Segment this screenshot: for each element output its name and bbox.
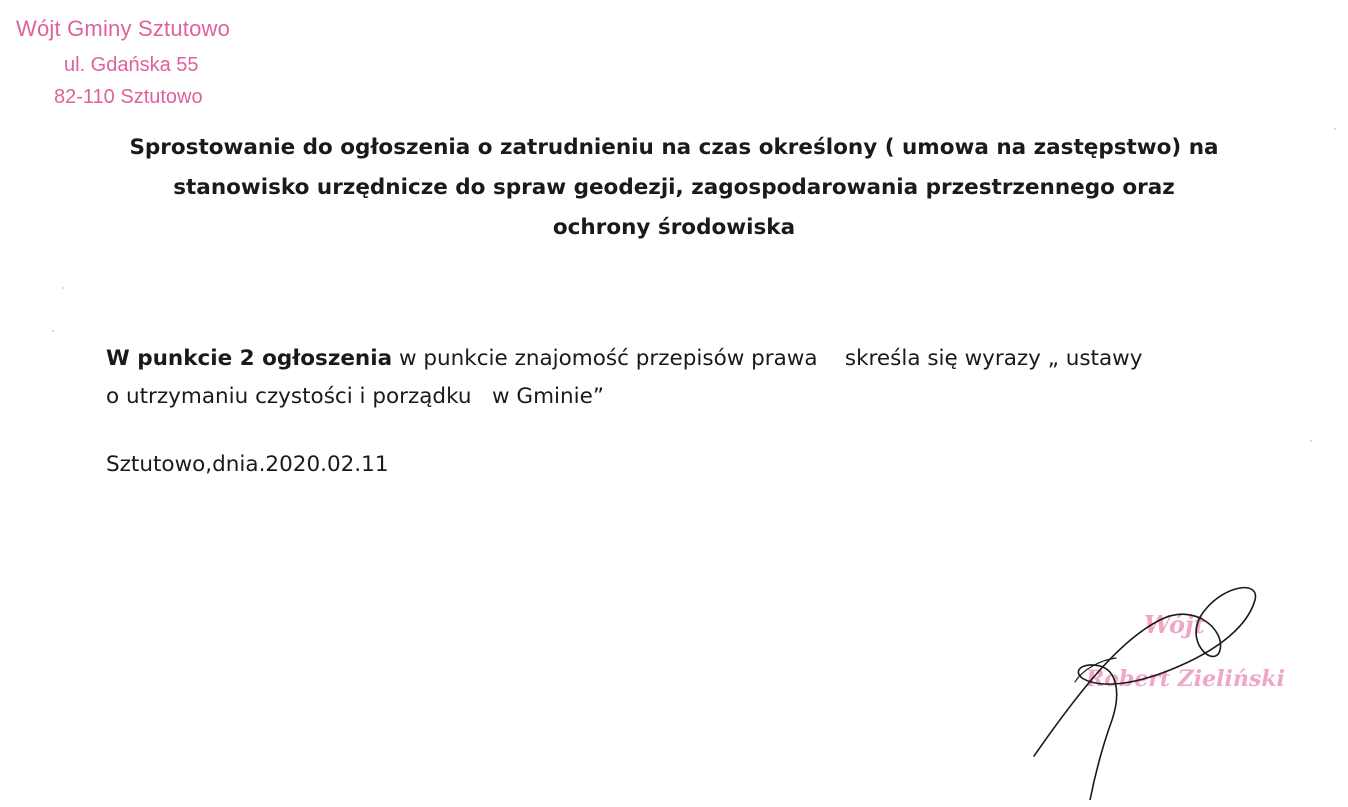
- handwritten-signature: [1020, 570, 1320, 800]
- stamp-office-name: Wójt Gminy Sztutowo: [16, 16, 231, 41]
- stamp-street: ul. Gdańska 55: [64, 54, 199, 76]
- signature-block: [1020, 570, 1320, 800]
- title-line-1: Sprostowanie do ogłoszenia o zatrudnieniu na czas określony ( umowa na zastępstwo) na: [129, 135, 1219, 160]
- correction-paragraph: [106, 340, 1326, 416]
- title-line-3: ochrony środowiska: [552, 215, 796, 240]
- paragraph-line-1: [106, 340, 1326, 378]
- paragraph-line-2: o utrzymaniu czystości i porządku w Gminie”: [106, 384, 604, 409]
- document-title: [40, 128, 1308, 248]
- scan-speck: [52, 330, 54, 332]
- paragraph-bold-lead: W punkcie 2 ogłoszenia: [106, 346, 393, 371]
- title-line-2: stanowisko urzędnicze do spraw geodezji, zagospodarowania przestrzennego oraz: [173, 175, 1175, 200]
- signature-stamp-name: Robert Zieliński: [1086, 666, 1285, 692]
- signature-stamp-title: Wójt: [1144, 610, 1205, 639]
- stamp-postal-city: 82-110 Sztutowo: [54, 86, 203, 108]
- office-stamp: [14, 10, 284, 110]
- date-line: Sztutowo,dnia.2020.02.11: [106, 452, 389, 477]
- scan-speck: [62, 287, 64, 289]
- paragraph-line-1-rest: w punkcie znajomość przepisów prawa skreśla się wyrazy „ ustawy: [392, 346, 1143, 371]
- scan-speck: [1334, 128, 1336, 130]
- scan-speck: [1310, 440, 1312, 442]
